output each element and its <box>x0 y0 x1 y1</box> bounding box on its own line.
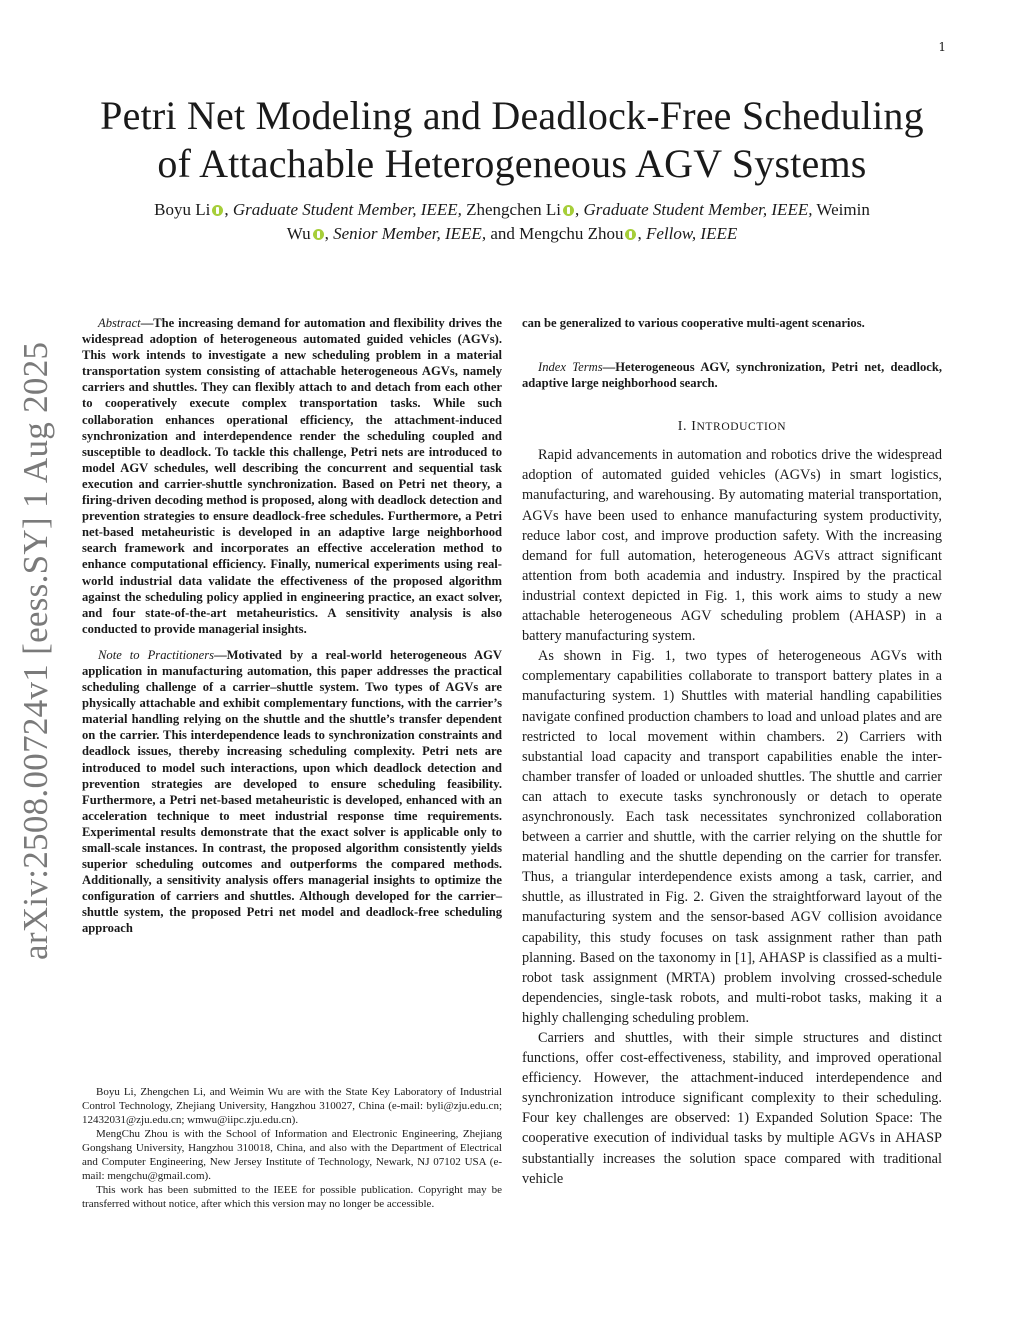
title-line-2: of Attachable Heterogeneous AGV Systems <box>157 141 867 186</box>
title-line-1: Petri Net Modeling and Deadlock-Free Scheduling <box>100 93 924 138</box>
note-continued: can be generalized to various cooperative multi-agent scenarios. <box>522 316 865 330</box>
author-name: Wu <box>286 224 311 243</box>
orcid-icon[interactable] <box>313 229 324 240</box>
index-terms-body: Heterogeneous AGV, synchronization, Petri net, deadlock, adaptive large neighborhood search. <box>522 360 942 391</box>
footnote: MengChu Zhou is with the School of Information and Electronic Engineering, Zhejiang Gongshang University, Hangzhou 310018, China, and also with the Department of Electrical and Computer Engineering, New Jersey Institute of Technology, Newark, NJ 07102 USA (e-mail: mengchu@gmail.com). <box>82 1128 502 1182</box>
right-column <box>522 315 942 1189</box>
footnote: Boyu Li, Zhengchen Li, and Weimin Wu are with the State Key Laboratory of Industrial Control Technology, Zhejiang University, Hangzhou 310027, China (e-mail: byli@zju.edu.cn; 12432031@zju.edu.cn; wmwu@iipc.zju.edu.cn). <box>82 1086 502 1126</box>
author-conjunction: and <box>490 224 515 243</box>
index-terms-heading: Index Terms <box>538 360 603 375</box>
abstract-heading: Abstract <box>98 316 141 330</box>
abstract-body: The increasing demand for automation and flexibility drives the widespread adoption of heterogeneous automated guided vehicles (AGVs). This work intends to investigate a new scheduling problem in a material transportation system consisting of attachable heterogeneous AGVs, namely carriers and shuttles. They can flexibly attach to and detach from each other to cooperatively execute complex transportation tasks. While such collaboration enhances operational efficiency, the attachment-induced synchronization and interdependence render the scheduling coupled and susceptible to deadlock. To tackle this challenge, Petri nets are introduced to model AGV schedules, well describing the concurrent and sequential task execution and carrier-shuttle synchronization. Based on Petri net theory, a firing-driven decoding method is proposed, along with deadlock detection and prevention strategies to ensure deadlock-free schedules. Furthermore, a Petri net-based metaheuristic is developed in an adaptive large neighborhood search framework and incorporates an effective acceleration method to enhance computational efficiency. Finally, numerical experiments using real-world industrial data validate the effectiveness of the proposed algorithm against the scheduling policy applied in engineering practice, an exact solver, and four state-of-the-art metaheuristics. A sensitivity analysis is also conducted to provide managerial insights. <box>82 316 502 636</box>
author-name: Zhengchen Li <box>466 200 561 219</box>
orcid-icon[interactable] <box>563 205 574 216</box>
body-paragraph: Rapid advancements in automation and robotics drive the widespread adoption of automated guided vehicles (AGVs) in smart logistics, manufacturing, and warehousing. By automating material transportation, AGVs have been used to enhance manufacturing system productivity, reduce labor cost, and improve production safety. With the increasing demand for full automation, heterogeneous AGVs attract significant attention from both academia and industry. Inspired by the practical industrial context depicted in Fig. 1, this work aims to study a new attachable heterogeneous AGV scheduling problem (AHASP) in a battery manufacturing system. <box>522 447 942 645</box>
author-footnotes <box>82 1085 502 1211</box>
author-name: Mengchu Zhou <box>519 224 624 243</box>
note-body: Motivated by a real-world heterogeneous AGV application in manufacturing automation, this paper addresses the practical scheduling challenge of a carrier–shuttle system. Two types of AGVs are physically attachable and exhibit complementary functions, with the carrier’s material handling relying on the shuttle and the shuttle’s transfer dependent on the carrier. This interdependence leads to synchronization constraints and deadlock issues, thereby increasing scheduling complexity. Petri nets are introduced to model such interactions, upon which deadlock detection and prevention strategies are developed to ensure scheduling feasibility. Furthermore, a Petri net-based metaheuristic is developed, enhanced with an acceleration technique to meet industrial response time requirements. Experimental results demonstrate that the exact solver is applicable only to small-scale instances. In contrast, the proposed algorithm consistently yields superior scheduling outcomes and outperforms the compared methods. Additionally, a sensitivity analysis offers managerial insights to optimize the configuration of carriers and shuttles. Although developed for the carrier–shuttle system, the proposed Petri net model and deadlock-free scheduling approach <box>82 647 502 936</box>
note-to-practitioners: Note to Practitioners—Motivated by a real-world heterogeneous AGV application in manufacturing automation, this paper addresses the practical scheduling challenge of a carrier–shuttle system. Two types of AGVs are physically attachable and exhibit complementary functions, with the carrier’s material handling relying on the shuttle and the shuttle’s transfer dependent on the carrier. This interdependence leads to synchronization constraints and deadlock issues, thereby increasing scheduling complexity. Petri nets are introduced to model such interactions, upon which deadlock detection and prevention strategies are developed to ensure scheduling feasibility. Furthermore, a Petri net-based metaheuristic is developed, enhanced with an acceleration technique to meet industrial response time requirements. Experimental results demonstrate that the exact solver is applicable only to small-scale instances. In contrast, the proposed algorithm consistently yields superior scheduling outcomes and outperforms the compared methods. Additionally, a sensitivity analysis offers managerial insights to optimize the configuration of carriers and shuttles. Although developed for the carrier–shuttle system, the proposed Petri net model and deadlock-free scheduling approach <box>82 647 502 936</box>
arxiv-identifier[interactable]: arXiv:2508.00724v1 [eess.SY] 1 Aug 2025 <box>16 341 55 960</box>
left-column <box>82 315 502 937</box>
index-terms: Index Terms—Heterogeneous AGV, synchronization, Petri net, deadlock, adaptive large neighborhood search. <box>522 360 942 391</box>
author-membership: Graduate Student Member, IEEE, <box>583 200 813 219</box>
footnote: This work has been submitted to the IEEE for possible publication. Copyright may be transferred without notice, after which this version may no longer be accessible. <box>82 1184 502 1210</box>
section-heading: I. INTRODUCTION <box>677 419 787 435</box>
author-membership: Graduate Student Member, IEEE, <box>232 200 462 219</box>
author-membership: Senior Member, IEEE, <box>333 224 487 243</box>
author-membership: Fellow, IEEE <box>645 224 738 243</box>
body-paragraph: As shown in Fig. 1, two types of heterogeneous AGVs with complementary capabilities collaborate to transport battery plates in a manufacturing system. 1) Shuttles with material handling capabilities navigate confined production chambers to load and unload plates and are restricted to local movement within chambers. 2) Carriers with substantial load capacity and transport capabilities enable the inter-chamber transfer of loaded or unloaded shuttles. The shuttle and carrier can attach to execute tasks synchronously or detach to operate asynchronously. Each task necessitates synchronized collaboration between a carrier and shuttle, with the carrier relying on the shuttle for material handling and the shuttle depending on the carrier for transfer. Thus, a triangular interdependence exists among a task, carrier, and shuttle, as illustrated in Fig. 2. Given the straightforward layout of the manufacturing system and the sensor-based AGV collision avoidance capability, this study focuses on task assignment rather than path planning. Based on the taxonomy in [1], AHASP is classified as a multi-robot task assignment (MRTA) problem involving crossed-schedule dependencies, single-task robots, and multi-robot tasks, making it a highly challenging scheduling problem. <box>522 648 942 1026</box>
paper-title <box>80 92 944 188</box>
body-paragraph: Carriers and shuttles, with their simple structures and distinct functions, offer cost-effectiveness, stability, and improved operational efficiency. However, the attachment-induced interdependence and synchronization introduce significant complexity to their scheduling. Four key challenges are observed: 1) Expanded Solution Space: The cooperative execution of individual tasks by multiple AGVs in AHASP substantially increases the solution space compared with traditional vehicle <box>522 1030 942 1187</box>
author-name: Weimin <box>816 200 870 219</box>
page-number: 1 <box>938 40 946 54</box>
author-name: Boyu Li <box>154 200 211 219</box>
author-list: Boyu Li , Graduate Student Member, IEEE, Zhengchen Li , Graduate Student Member, IEEE, Weimin Wu , Senior Member, IEEE, and Mengchu Zhou , Fellow, IEEE <box>154 200 870 243</box>
note-heading: Note to Practitioners <box>98 647 215 662</box>
abstract: Abstract—The increasing demand for automation and flexibility drives the widespread adoption of heterogeneous automated guided vehicles (AGVs). This work intends to investigate a new scheduling problem in a material transportation system consisting of attachable heterogeneous AGVs, namely carriers and shuttles. They can flexibly attach to and detach from each other to cooperatively execute complex transportation tasks. While such collaboration enhances operational efficiency, the attachment-induced synchronization and interdependence render the scheduling coupled and susceptible to deadlock. To tackle this challenge, Petri nets are introduced to model AGV schedules, well describing the concurrent and sequential task execution and carrier-shuttle synchronization. Based on Petri net theory, a firing-driven decoding method is proposed, along with deadlock detection and prevention strategies to ensure deadlock-free schedules. Furthermore, a Petri net-based metaheuristic is developed in an adaptive large neighborhood search framework and incorporates an effective acceleration method to enhance computational efficiency. Finally, numerical experiments using real-world industrial data validate the effectiveness of the proposed algorithm against the scheduling policy applied in engineering practice, an exact solver, and four state-of-the-art metaheuristics. A sensitivity analysis is also conducted to provide managerial insights. <box>82 316 502 636</box>
orcid-icon[interactable] <box>212 205 223 216</box>
orcid-icon[interactable] <box>625 229 636 240</box>
